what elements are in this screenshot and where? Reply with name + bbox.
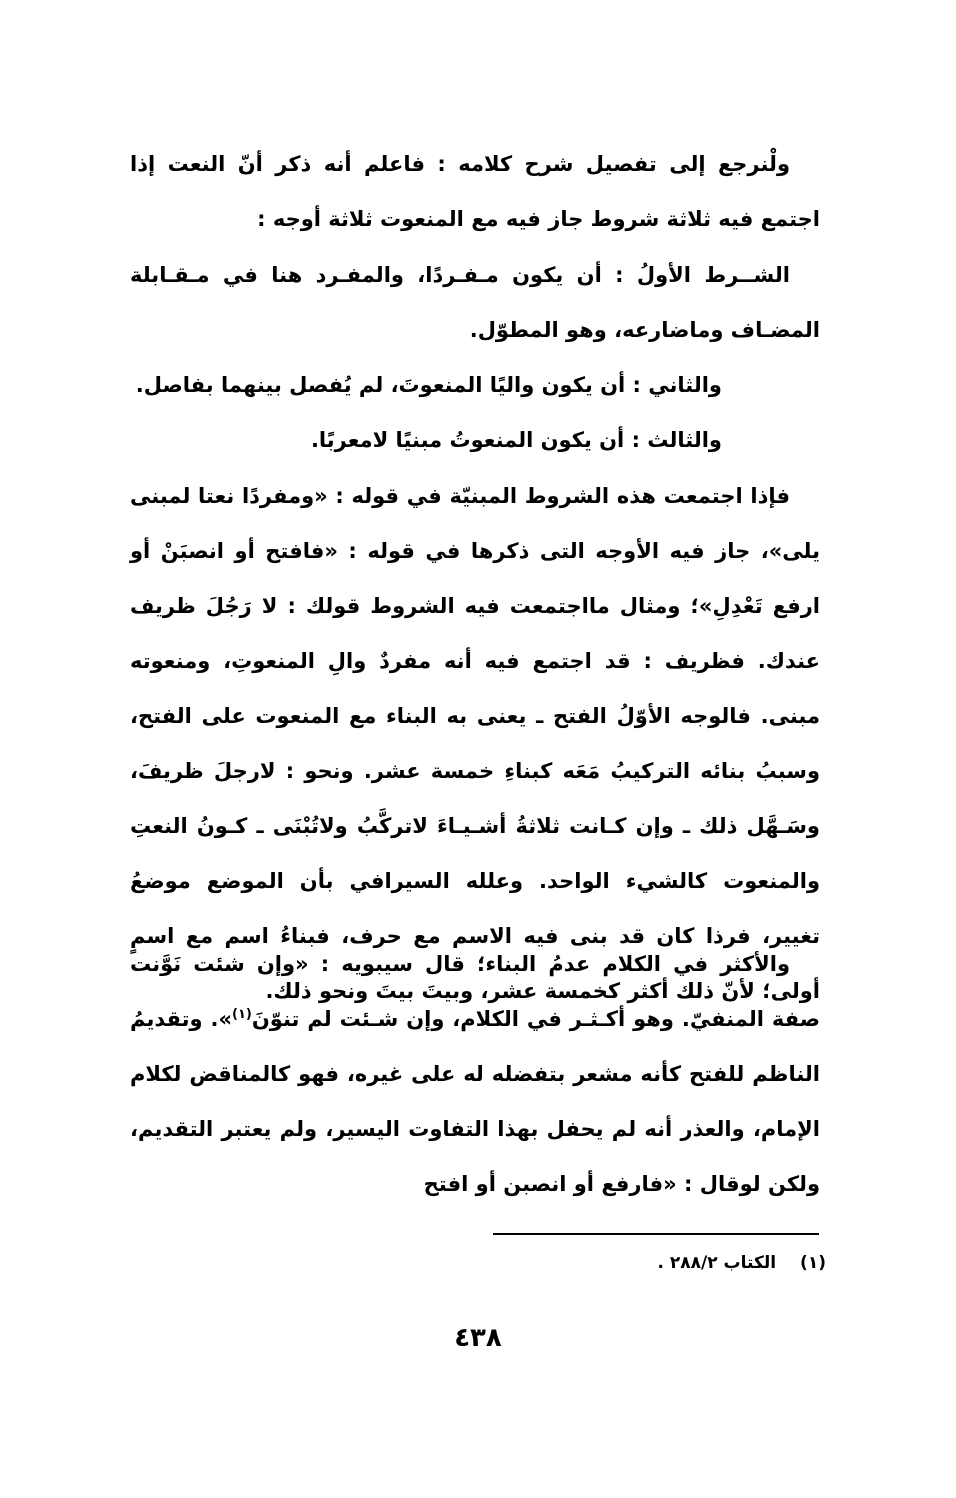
page-number: ٤٣٨ — [454, 1323, 502, 1353]
condition-three-text: والثالث : أن يكون المنعوتُ مبنيًا لامعربًا. — [310, 428, 722, 452]
condition-one-paragraph — [130, 248, 820, 358]
closing-paragraph — [130, 937, 820, 1212]
condition-one-text: الشــرط الأولُ : أن يكون مـفـردًا، والمفـرد هنا في مـقـابلة المضـاف وماضارعه، وهو المطوّل. — [130, 263, 820, 342]
footnote-divider — [493, 1233, 819, 1235]
condition-three-paragraph — [130, 413, 820, 468]
footnote-text: الكتاب ٢٨٨/٢ . — [657, 1253, 777, 1273]
explanation-text: فإذا اجتمعت هذه الشروط المبنيّة في قوله : «ومفردًا نعتا لمبنى يلى»، جاز فيه الأوجه التى ذكرها في قوله : «فافتح أو انصبَنْ أو ارفع تَعْدِلِ»؛ ومثال مااجتمعت فيه الشروط قولك : لا رَجُلَ ظريف عندك. فظريف : قد اجتمع فيه أنه مفردٌ والِ المنعوتِ، ومنعوته مبنى. فالوجه الأوّلُ الفتح ـ يعنى به البناء مع المنعوت على الفتح، وسببُ بنائه التركيبُ مَعَه كبناءِ خمسة عشر. ونحو : لارجلَ ظريفَ، وسَـهَّل ذلك ـ وإن كـانت ثلاثةُ أشـيـاءَ لاتركَّبُ ولاتُبْنَى ـ كـونُ النعتِ والمنعوت كالشيء الواحد. وعلله السيرافي بأن الموضع موضعُ تغيير، فرذا كان قد بنى فيه الاسم مع حرف، فبناءُ اسم مع اسمٍ أولى؛ لأنّ ذلك أكثر كخمسة عشر، وبيتَ بيتَ ونحو ذلك. — [130, 484, 820, 1003]
intro-text: ولْنرجع إلى تفصيل شرح كلامه : فاعلم أنه ذكر أنّ النعت إذا اجتمع فيه ثلاثة شروط جاز فيه مع المنعوت ثلاثة أوجه : — [130, 152, 820, 231]
footnote-marker: (١) — [232, 1007, 252, 1022]
footnote — [426, 1243, 826, 1283]
closing-text-after-note: ». وتقديمُ الناظم للفتح كأنه مشعر بتفضله له على غيره، فهو كالمناقض لكلام الإمام، والعذر أنه لم يحفل بهذا التفاوت اليسير، ولم يعتبر التقديم، ولكن لوقال : «فارفع أو انصبن أو افتح — [130, 1007, 820, 1196]
condition-two-paragraph — [130, 358, 820, 413]
intro-paragraph — [130, 137, 820, 247]
condition-two-text: والثاني : أن يكون واليًا المنعوتَ، لم يُفصل بينهما بفاصل. — [135, 373, 722, 397]
closing-text-before-note: والأكثر في الكلام عدمُ البناء؛ قال سيبويه : «وإن شئت نَوَّنت صفة المنفيّ. وهو أكـثـر في الكلام، وإن شـئت لم تنوّنَ — [130, 952, 820, 1031]
footnote-number: (١) — [800, 1253, 826, 1273]
closing-text — [130, 937, 820, 1212]
